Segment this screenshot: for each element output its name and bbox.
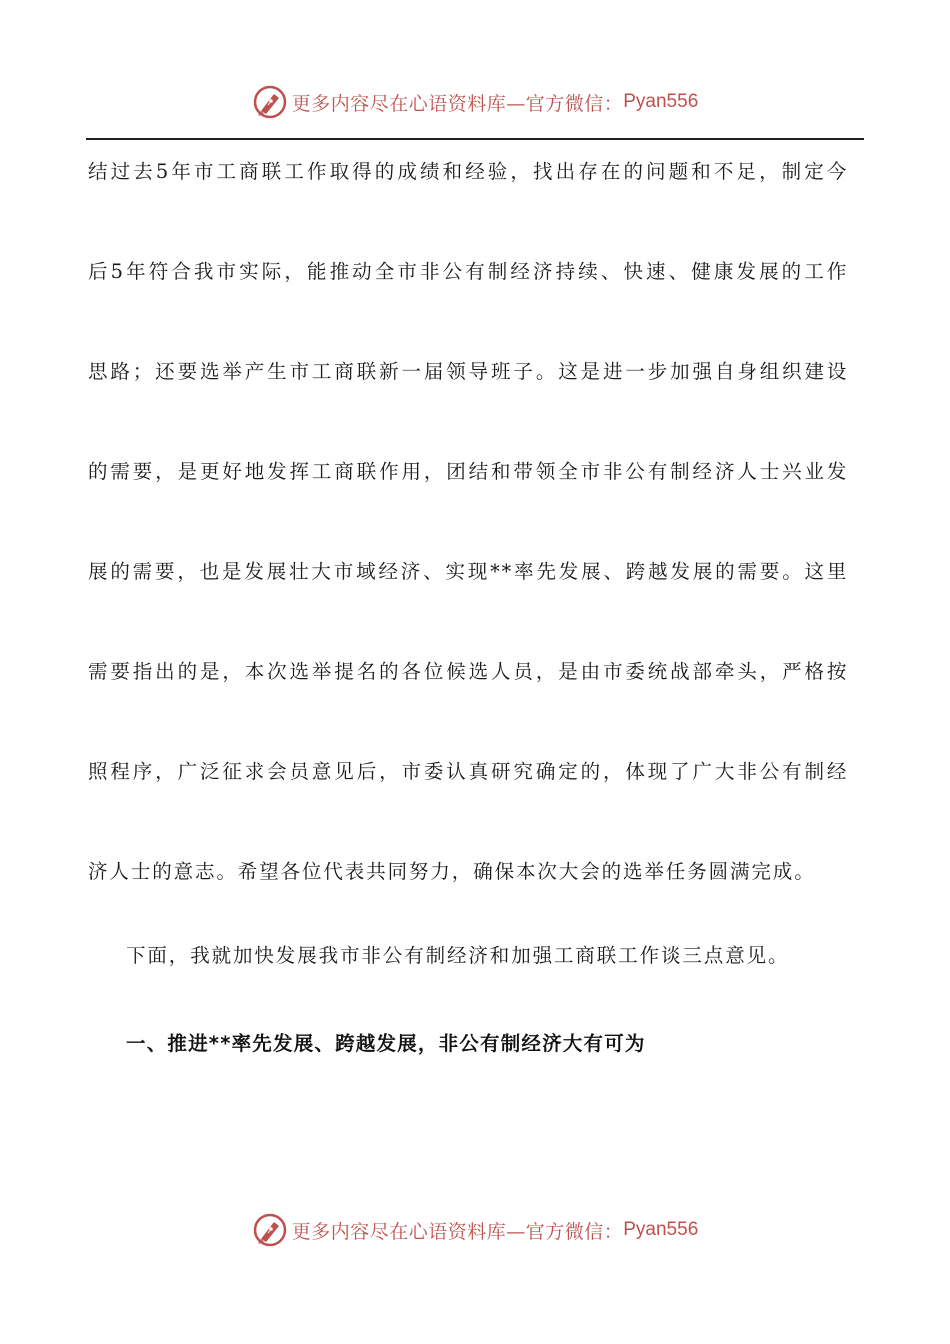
body-line: 的需要，是更好地发挥工商联作用，团结和带领全市非公有制经济人士兴业发 [88,460,848,483]
pen-nib-logo-icon [252,1212,288,1248]
banner-text: 更多内容尽在心语资料库—官方微信： [291,1220,624,1243]
body-line: 结过去5年市工商联工作取得的成绩和经验，找出存在的问题和不足，制定今 [88,160,848,183]
body-line: 照程序，广泛征求会员意见后，市委认真研究确定的，体现了广大非公有制经 [88,760,848,783]
header-banner [0,82,950,122]
body-line: 后5年符合我市实际，能推动全市非公有制经济持续、快速、健康发展的工作 [88,260,848,283]
body-line: 思路；还要选举产生市工商联新一届领导班子。这是进一步加强自身组织建设 [88,360,848,383]
wechat-id: Pyan556 [623,91,699,112]
body-line: 展的需要，也是发展壮大市域经济、实现**率先发展、跨越发展的需要。这里 [88,560,848,583]
body-paragraph: 下面，我就加快发展我市非公有制经济和加强工商联工作谈三点意见。 [126,944,790,967]
footer-banner [0,1210,950,1250]
wechat-id: Pyan556 [623,1219,699,1240]
body-line: 需要指出的是，本次选举提名的各位候选人员，是由市委统战部牵头，严格按 [88,660,848,683]
section-heading: 一、推进**率先发展、跨越发展，非公有制经济大有可为 [126,1032,646,1055]
document-body [88,146,848,946]
pen-nib-logo-icon [252,84,288,120]
body-line: 济人士的意志。希望各位代表共同努力，确保本次大会的选举任务圆满完成。 [88,860,816,883]
banner-text: 更多内容尽在心语资料库—官方微信： [291,92,624,115]
header-divider [86,138,864,140]
